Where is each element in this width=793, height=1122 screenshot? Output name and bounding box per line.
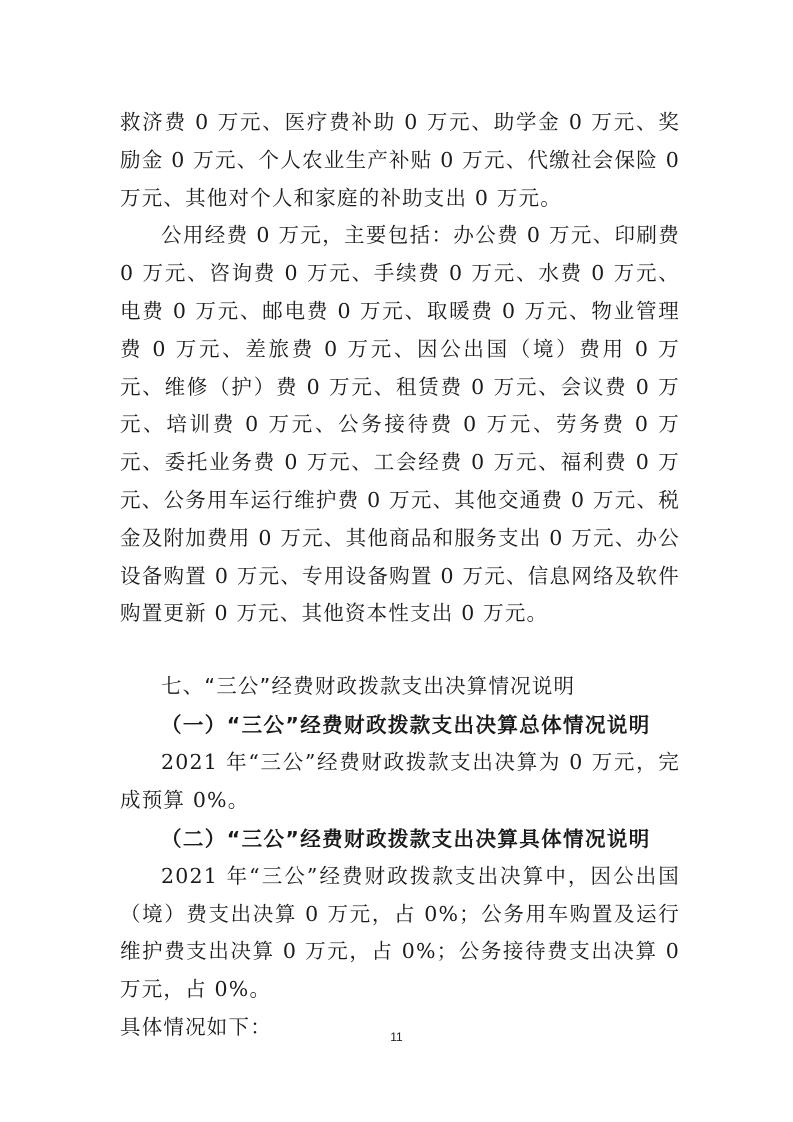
subsection-heading-specific: （二）“三公”经费财政拨款支出决算具体情况说明 (161, 826, 651, 851)
page-content (120, 104, 680, 1047)
paragraph-personal-subsidy: 救济费 0 万元、医疗费补助 0 万元、助学金 0 万元、奖励金 0 万元、个人农业生产补贴 0 万元、代缴社会保险 0 万元、其他对个人和家庭的补助支出 0 万元。 (120, 110, 680, 210)
page-number: 11 (390, 1030, 403, 1044)
subsection-heading-overall: （一）“三公”经费财政拨款支出决算总体情况说明 (161, 713, 651, 738)
paragraph-details-intro: 具体情况如下： (120, 1014, 272, 1039)
paragraph-public-expenses: 公用经费 0 万元，主要包括：办公费 0 万元、印刷费 0 万元、咨询费 0 万元、手续费 0 万元、水费 0 万元、电费 0 万元、邮电费 0 万元、取暖费 0 万元、物业管理费 0 万元、差旅费 0 万元、因公出国（境）费用 0 万元、维修（护）费 0 万元、租赁费 0 万元、会议费 0 万元、培训费 0 万元、公务接待费 0 万元、劳务费 0 万元、委托业务费 0 万元、工会经费 0 万元、福利费 0 万元、公务用车运行维护费 0 万元、其他交通费 0 万元、税金及附加费用 0 万元、其他商品和服务支出 0 万元、办公设备购置 0 万元、专用设备购置 0 万元、信息网络及软件购置更新 0 万元、其他资本性支出 0 万元。 (120, 223, 680, 626)
paragraph-overall: 2021 年“三公”经费财政拨款支出决算为 0 万元，完成预算 0%。 (120, 750, 680, 812)
section-heading: 七、“三公”经费财政拨款支出决算情况说明 (161, 674, 576, 699)
paragraph-specific: 2021 年“三公”经费财政拨款支出决算中，因公出国（境）费支出决算 0 万元，占 0%；公务用车购置及运行维护费支出决算 0 万元，占 0%；公务接待费支出决算 0 万元，占 0%。 (120, 863, 680, 1002)
